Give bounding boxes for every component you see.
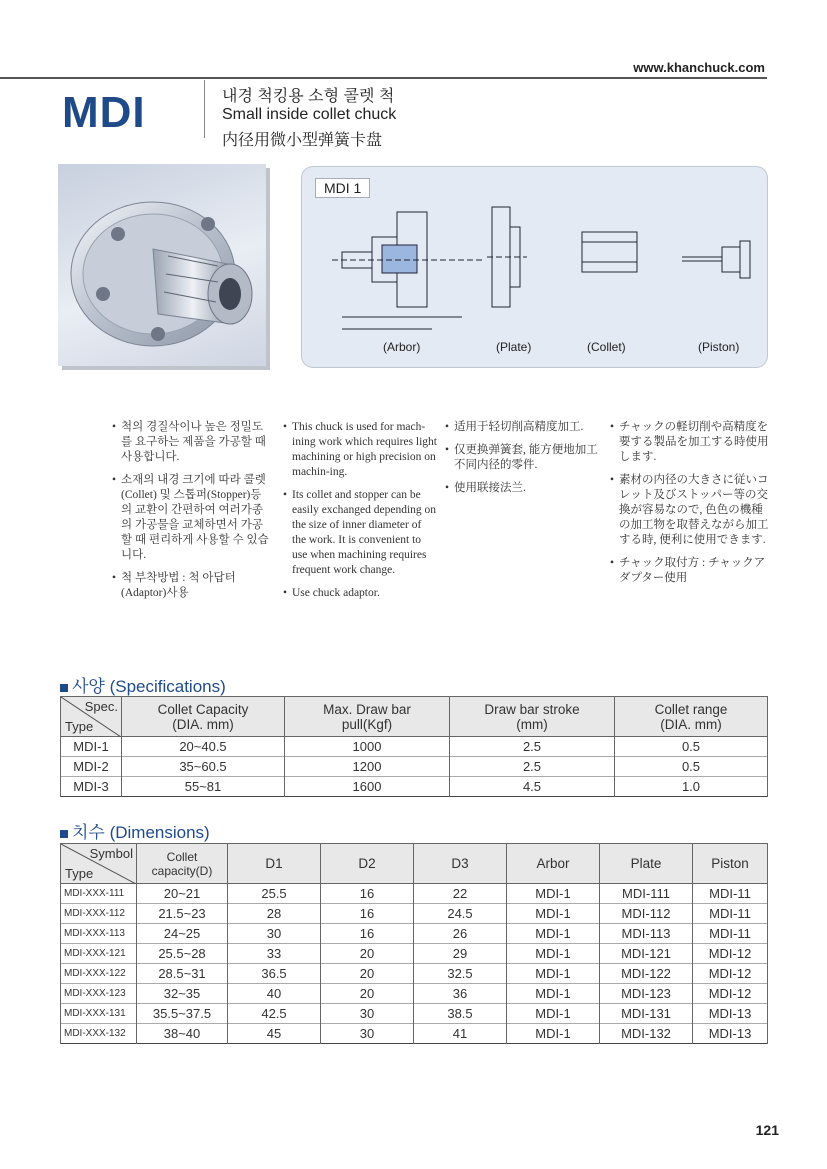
title-korean: 내경 척킹용 소형 콜렛 척 (222, 88, 395, 105)
desc-jp-item: • チャックの軽切削や高精度を要する製品を加工する時使用します. (610, 420, 770, 465)
caption-collet: (Collet) (587, 340, 626, 354)
model-name: MDI (62, 88, 146, 137)
desc-cn-item: • 仅更换弹簧套, 能方便地加工不同内径的零件. (445, 443, 600, 473)
description-korean (112, 420, 272, 609)
dim-col-header: Plate (600, 844, 693, 884)
description-chinese (445, 420, 600, 504)
desc-ko-item: • 척의 경질삭이나 높은 정밀도를 요구하는 제품을 가공할 때 사용합니다. (112, 420, 272, 465)
dim-corner-header: Symbol Type (61, 844, 137, 884)
square-bullet-icon (60, 830, 68, 838)
website-url[interactable]: www.khanchuck.com (633, 60, 765, 75)
dim-col-header: D1 (228, 844, 321, 884)
technical-drawing (302, 167, 767, 367)
product-photo (58, 164, 266, 366)
caption-plate: (Plate) (496, 340, 532, 354)
specifications-heading: 사양 (Specifications) (60, 672, 226, 697)
table-row: MDI-2 35~60.5 1200 2.5 0.5 (61, 757, 768, 777)
desc-en-item: • Use chuck adaptor. (283, 586, 438, 601)
table-row: MDI-XXX-111 20~21 25.5 16 22 MDI-1 MDI-111 MDI-11 (61, 884, 768, 904)
desc-jp-item: • 素材の内径の大きさに従いコレット及びストッパー等の交換が容易なので, 色色の機種の加工物を取替えながら加工する時, 便利に使用できます. (610, 473, 770, 548)
desc-jp-item: • チャック取付方 : チャックアダプター使用 (610, 556, 770, 586)
desc-en-item: • This chuck is used for mach-ining work which requires light machining or high precision on machin-ing. (283, 420, 438, 480)
table-row: MDI-XXX-132 38~40 45 30 41 MDI-1 MDI-132 MDI-13 (61, 1024, 768, 1044)
caption-arbor: (Arbor) (383, 340, 421, 354)
description-japanese (610, 420, 770, 594)
spec-col-header: Collet Capacity (DIA. mm) (122, 697, 285, 737)
desc-en-item: • Its collet and stopper can be easily exchanged depending on the size of inner diameter of the work. It is convenient to use when machining requires frequent work change. (283, 488, 438, 578)
spec-corner-header: Spec. Type (61, 697, 122, 737)
square-bullet-icon (60, 684, 68, 692)
title-chinese: 内径用微小型弹簧卡盘 (222, 132, 383, 149)
spec-col-header: Collet range (DIA. mm) (615, 697, 768, 737)
table-row: MDI-XXX-123 32~35 40 20 36 MDI-1 MDI-123 MDI-12 (61, 984, 768, 1004)
table-row: MDI-XXX-121 25.5~28 33 20 29 MDI-1 MDI-121 MDI-12 (61, 944, 768, 964)
table-row: MDI-XXX-113 24~25 30 16 26 MDI-1 MDI-113 MDI-11 (61, 924, 768, 944)
table-row: MDI-1 20~40.5 1000 2.5 0.5 (61, 737, 768, 757)
page-number: 121 (755, 1122, 779, 1138)
spec-col-header: Draw bar stroke (mm) (450, 697, 615, 737)
desc-ko-item: • 척 부착방법 : 척 아답터(Adaptor)사용 (112, 571, 272, 601)
desc-cn-item: • 适用于轻切削高精度加工. (445, 420, 600, 435)
header-rule (0, 77, 767, 79)
description-english (283, 420, 438, 609)
dimensions-heading: 치수 (Dimensions) (60, 818, 210, 843)
technical-drawing-panel (301, 166, 768, 368)
spec-col-header: Max. Draw bar pull(Kgf) (285, 697, 450, 737)
table-row: MDI-3 55~81 1600 4.5 1.0 (61, 777, 768, 797)
dim-col-header: Piston (693, 844, 768, 884)
dim-col-header: D2 (321, 844, 414, 884)
dim-col-header: Collet capacity(D) (137, 844, 228, 884)
caption-piston: (Piston) (698, 340, 740, 354)
specifications-table (60, 696, 768, 797)
dim-col-header: Arbor (507, 844, 600, 884)
dim-col-header: D3 (414, 844, 507, 884)
title-english: Small inside collet chuck (222, 106, 397, 123)
title-separator (204, 80, 205, 138)
dimensions-table (60, 843, 768, 1044)
table-row: MDI-XXX-131 35.5~37.5 42.5 30 38.5 MDI-1 MDI-131 MDI-13 (61, 1004, 768, 1024)
table-row: MDI-XXX-122 28.5~31 36.5 20 32.5 MDI-1 MDI-122 MDI-12 (61, 964, 768, 984)
drawing-label: MDI 1 (315, 178, 370, 198)
desc-ko-item: • 소재의 내경 크기에 따라 콜렛(Collet) 및 스톱퍼(Stopper)등의 교환이 간편하여 여러가종의 가공물을 교체하면서 가공할 때 편리하게 사용할 수 있습니다. (112, 473, 272, 563)
table-row: MDI-XXX-112 21.5~23 28 16 24.5 MDI-1 MDI-112 MDI-11 (61, 904, 768, 924)
desc-cn-item: • 使用联接法兰. (445, 481, 600, 496)
